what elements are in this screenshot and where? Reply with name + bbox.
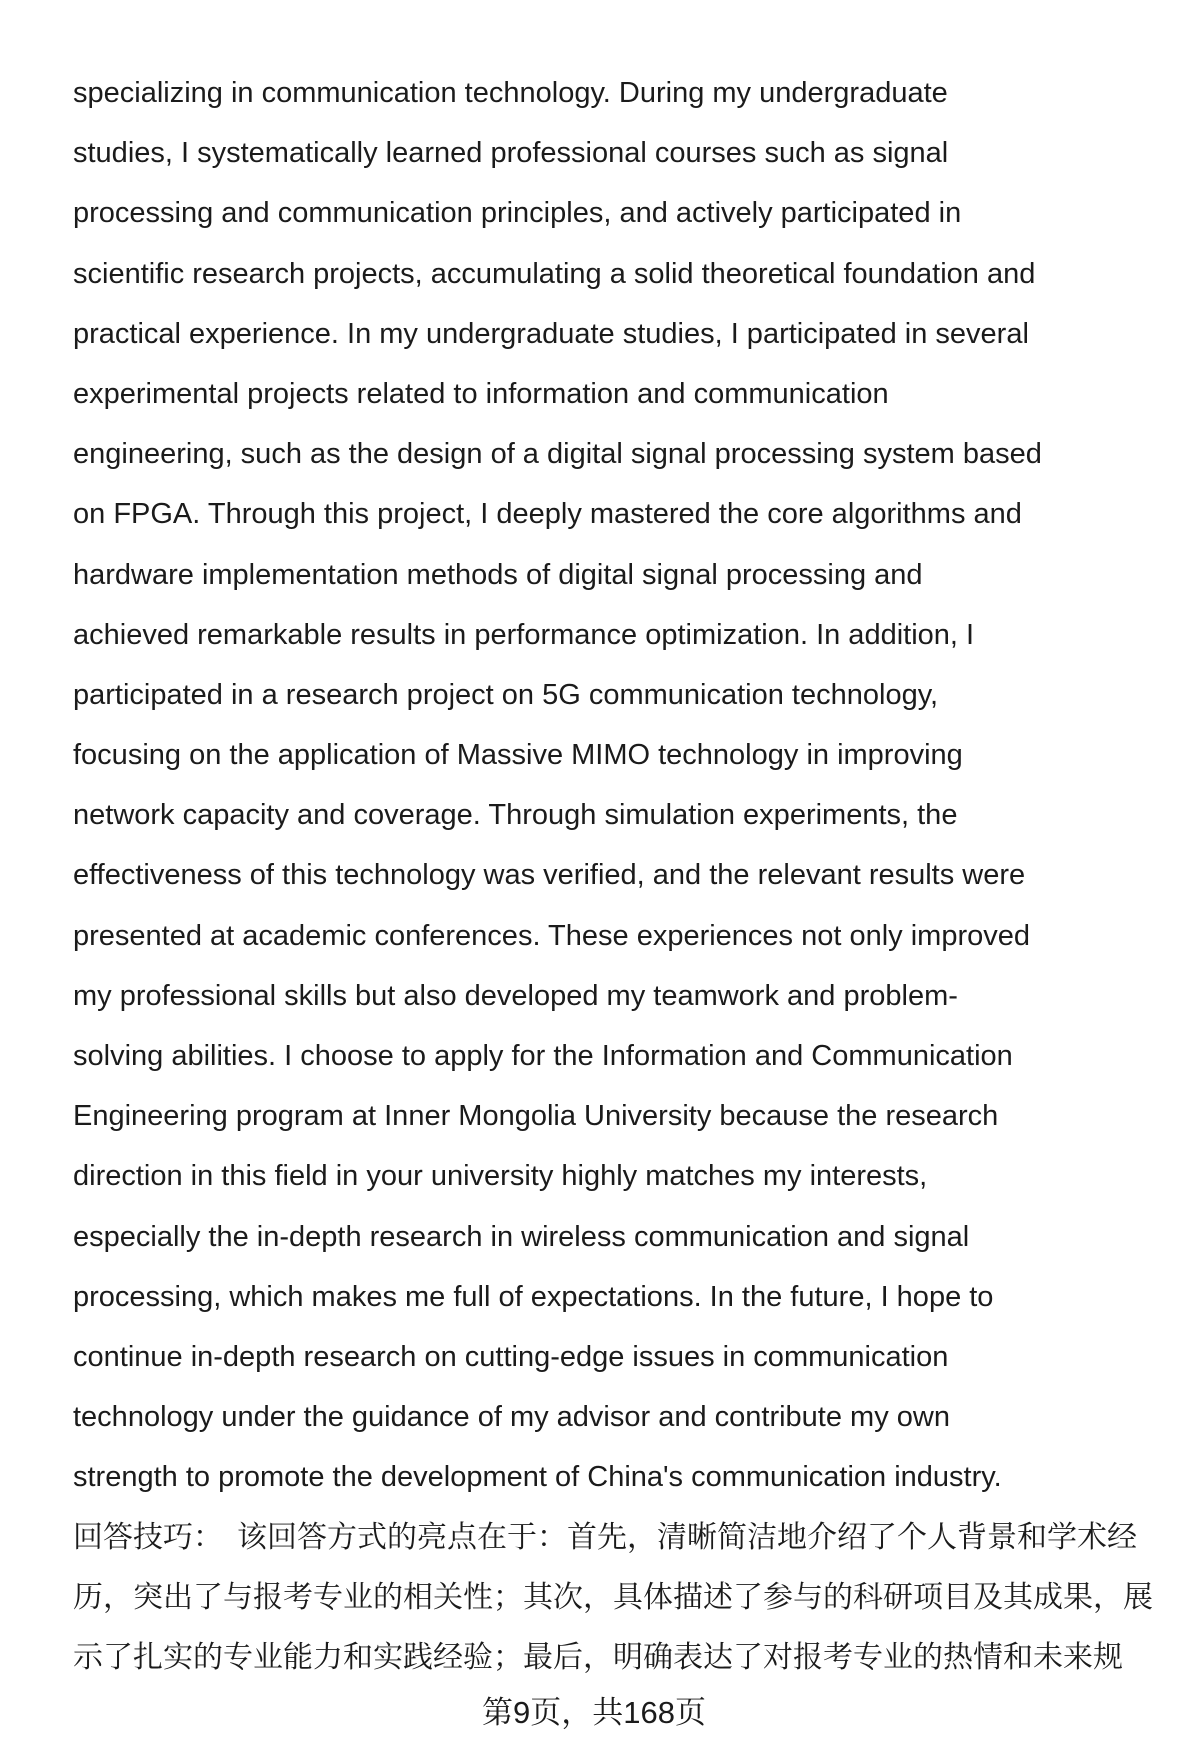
body-line: continue in-depth research on cutting-edge issues in communication	[73, 1340, 949, 1373]
page-number: 第9页，共168页	[482, 1695, 706, 1730]
body-line: hardware implementation methods of digital signal processing and	[73, 558, 923, 591]
body-line: direction in this field in your university highly matches my interests,	[73, 1160, 928, 1193]
body-line: on FPGA. Through this project, I deeply mastered the core algorithms and	[73, 498, 1022, 531]
answer-tips-line: 历，突出了与报考专业的相关性；其次，具体描述了参与的科研项目及其成果，展	[73, 1580, 1153, 1614]
body-line: practical experience. In my undergraduate studies, I participated in several	[73, 317, 1029, 350]
document-body	[73, 63, 1183, 1688]
body-line: engineering, such as the design of a digital signal processing system based	[73, 438, 1042, 471]
body-line: strength to promote the development of China's communication industry.	[73, 1461, 1002, 1494]
answer-tips-label: 回答技巧：	[73, 1520, 223, 1554]
body-line: scientific research projects, accumulating a solid theoretical foundation and	[73, 257, 1036, 290]
body-line: especially the in-depth research in wireless communication and signal	[73, 1220, 970, 1253]
body-line: presented at academic conferences. These experiences not only improved	[73, 919, 1031, 952]
body-line: solving abilities. I choose to apply for the Information and Communication	[73, 1040, 1013, 1072]
body-line: processing, which makes me full of expectations. In the future, I hope to	[73, 1280, 994, 1313]
body-line: experimental projects related to information and communication	[73, 377, 889, 410]
body-line: participated in a research project on 5G communication technology,	[73, 678, 939, 711]
answer-tips-text: 该回答方式的亮点在于：首先，清晰简洁地介绍了个人背景和学术经	[237, 1520, 1137, 1554]
body-line: effectiveness of this technology was verified, and the relevant results were	[73, 859, 1026, 892]
body-line: studies, I systematically learned professional courses such as signal	[73, 137, 949, 170]
answer-tips-line: 示了扎实的专业能力和实践经验；最后，明确表达了对报考专业的热情和未来规	[73, 1640, 1123, 1674]
body-line: focusing on the application of Massive MIMO technology in improving	[73, 739, 963, 772]
answer-tips-line	[73, 1508, 1137, 1568]
body-line: specializing in communication technology. During my undergraduate	[73, 77, 948, 109]
body-line: technology under the guidance of my advisor and contribute my own	[73, 1401, 950, 1434]
page-number-footer	[0, 1694, 1200, 1732]
body-line: processing and communication principles, and actively participated in	[73, 197, 962, 230]
body-line: my professional skills but also developed my teamwork and problem-	[73, 979, 958, 1012]
body-line: achieved remarkable results in performance optimization. In addition, I	[73, 618, 975, 651]
body-line: network capacity and coverage. Through simulation experiments, the	[73, 799, 958, 832]
body-line: Engineering program at Inner Mongolia University because the research	[73, 1100, 999, 1133]
